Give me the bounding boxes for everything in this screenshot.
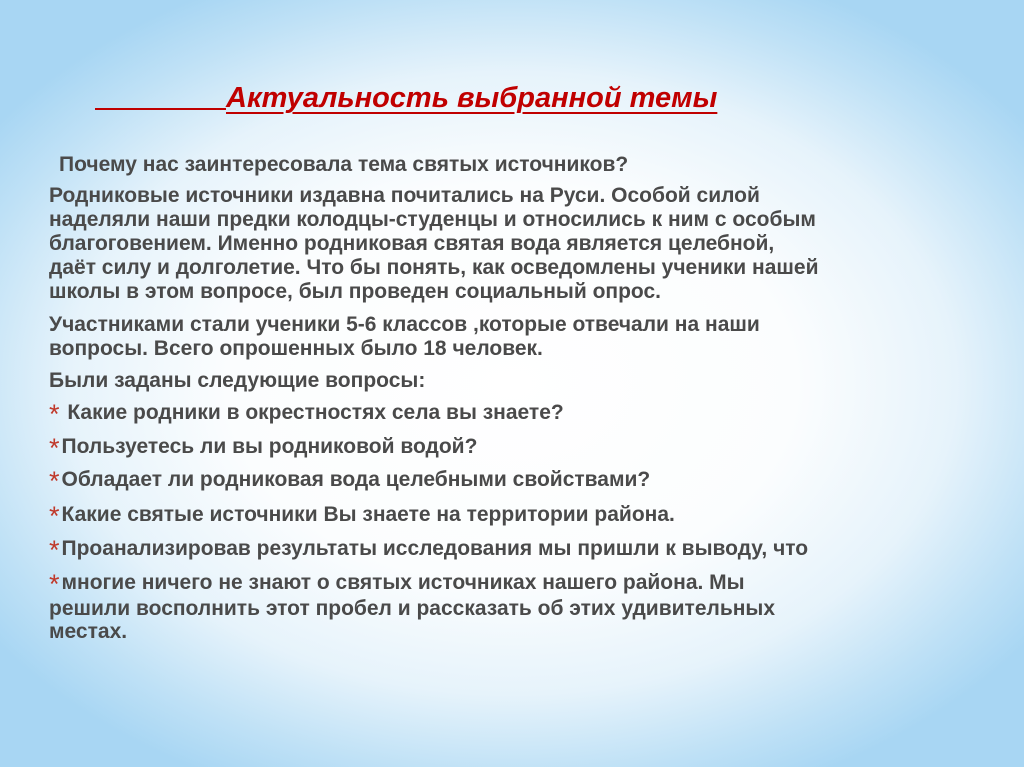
paragraph1-line-1: Родниковые источники издавна почитались на Руси. Особой силой — [49, 184, 760, 207]
bullet-star-icon: * — [49, 399, 60, 429]
bullet-item — [49, 501, 675, 531]
bullet-star-icon: * — [49, 433, 60, 463]
bullet-text: многие ничего не знают о святых источниках нашего района. Мы — [61, 571, 745, 594]
bullet-text: Какие родники в окрестностях села вы знаете? — [61, 401, 564, 424]
bullet-item — [49, 466, 651, 496]
bullet-item — [49, 569, 745, 599]
paragraph1-line-4: даёт силу и долголетие. Что бы понять, как осведомлены ученики нашей — [49, 256, 819, 279]
bullet-text: Проанализировав результаты исследования мы пришли к выводу, что — [61, 537, 809, 560]
paragraph1-line-2: наделяли наши предки колодцы-студенцы и относились к ним с особым — [49, 208, 816, 231]
title-text: Актуальность выбранной темы — [226, 82, 718, 114]
bullet-star-icon: * — [49, 569, 60, 599]
paragraph2-line-2: вопросы. Всего опрошенных было 18 человек. — [49, 337, 543, 360]
bullet-item — [49, 399, 564, 429]
bullet-text: Какие святые источники Вы знаете на территории района. — [61, 503, 675, 526]
final-line-1: решили восполнить этот пробел и рассказать об этих удивительных — [49, 597, 776, 620]
paragraph1-line-5: школы в этом вопросе, был проведен социальный опрос. — [49, 280, 661, 303]
bullet-item — [49, 535, 809, 565]
paragraph1-line-3: благоговением. Именно родниковая святая вода является целебной, — [49, 232, 775, 255]
paragraph2-line-1: Участниками стали ученики 5-6 классов ,которые отвечали на наши — [49, 313, 760, 336]
intro-question: Почему нас заинтересовала тема святых источников? — [59, 153, 629, 176]
final-line-2: местах. — [49, 620, 128, 643]
slide-title — [95, 78, 717, 118]
bullet-star-icon: * — [49, 466, 60, 496]
bullet-star-icon: * — [49, 501, 60, 531]
title-underline-lead — [95, 78, 226, 110]
bullet-text: Пользуетесь ли вы родниковой водой? — [61, 435, 478, 458]
bullet-star-icon: * — [49, 535, 60, 565]
questions-intro: Были заданы следующие вопросы: — [49, 369, 426, 392]
bullet-text: Обладает ли родниковая вода целебными свойствами? — [61, 468, 651, 491]
bullet-item — [49, 433, 478, 463]
